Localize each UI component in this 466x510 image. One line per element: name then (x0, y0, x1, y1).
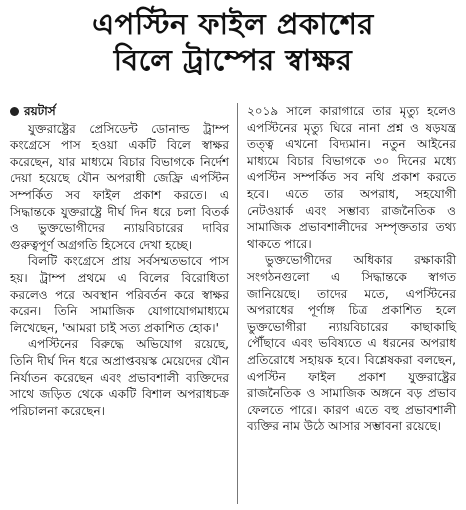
paragraph: ২০১৯ সালে কারাগারে তার মৃত্যু হলেও এপস্টিনের মৃত্যু ঘিরে নানা প্রশ্ন ও ষড়যন্ত্র তত্ত্ব এখনো বিদ্যমান। নতুন আইনের মাধ্যমে বিচার বিভাগকে ৩০ দিনের মধ্যে এপস্টিন সম্পর্কিত সব নথি প্রকাশ করতে হবে। এতে তার অপরাধ, সহযোগী নেটওয়ার্ক এবং সম্ভাব্য রাজনৈতিক ও সামাজিক প্রভাবশালীদের সম্পৃক্ততার তথ্য থাকতে পারে। (247, 104, 456, 251)
dateline-source: রয়টার্স (24, 104, 56, 118)
paragraph: বিলটি কংগ্রেসে প্রায় সর্বসম্মতভাবে পাস হয়। ট্রাম্প প্রথমে এ বিলের বিরোধিতা করলেও পরে অবস্থান পরিবর্তন করে স্বাক্ষর করেন। তিনি সামাজিক যোগাযোগমাধ্যমে লিখেছেন, 'আমরা চাই সত্য প্রকাশিত হোক।' (10, 254, 229, 335)
right-column (237, 103, 456, 504)
bullet-icon (10, 107, 19, 116)
dateline (10, 103, 229, 120)
paragraph: এপস্টিনের বিরুদ্ধে অভিযোগ রয়েছে, তিনি দীর্ঘ দিন ধরে অপ্রাপ্তবয়স্ক মেয়েদের যৌন নির্যাতন করেছেন এবং প্রভাবশালী ব্যক্তিদের সাথে জড়িত থেকে একটি বিশাল অপরাধচক্র পরিচালনা করেছেন। (10, 337, 229, 418)
headline (10, 8, 456, 77)
article-body (10, 103, 456, 504)
paragraph: ভুক্তভোগীদের অধিকার রক্ষাকারী সংগঠনগুলো এ সিদ্ধান্তকে স্বাগত জানিয়েছে। তাদের মতে, এপস্টিনের অপরাধের পূর্ণাঙ্গ চিত্র প্রকাশিত হলে ভুক্তভোগীরা ন্যায়বিচারের কাছাকাছি পৌঁছাবে এবং ভবিষ্যতে এ ধরনের অপরাধ প্রতিরোধে সহায়ক হবে। বিশ্লেষকরা বলছেন, এপস্টিন ফাইল প্রকাশ যুক্তরাষ্ট্রের রাজনৈতিক ও সামাজিক অঙ্গনে বড় প্রভাব ফেলতে পারে। কারণ এতে বহু প্রভাবশালী ব্যক্তির নাম উঠে আসার সম্ভাবনা রয়েছে। (247, 253, 456, 434)
headline-line-2: বিলে ট্রাম্পের স্বাক্ষর (113, 43, 353, 78)
paragraph: যুক্তরাষ্ট্রের প্রেসিডেন্ট ডোনাল্ড ট্রাম্প কংগ্রেসে পাস হওয়া একটি বিলে স্বাক্ষর করেছেন, যার মাধ্যমে বিচার বিভাগকে নির্দেশ দেয়া হয়েছে যৌন অপরাধী জেফ্রি এপস্টিন সম্পর্কিত সব ফাইল প্রকাশ করতে। এ সিদ্ধান্তকে যুক্তরাষ্ট্রে দীর্ঘ দিন ধরে চলা বিতর্ক ও ভুক্তভোগীদের ন্যায়বিচারের দাবির গুরুত্বপূর্ণ অগ্রগতি হিসেবে দেখা হচ্ছে। (10, 121, 229, 252)
headline-line-1: এপস্টিন ফাইল প্রকাশের (92, 7, 374, 41)
left-column (10, 103, 237, 504)
